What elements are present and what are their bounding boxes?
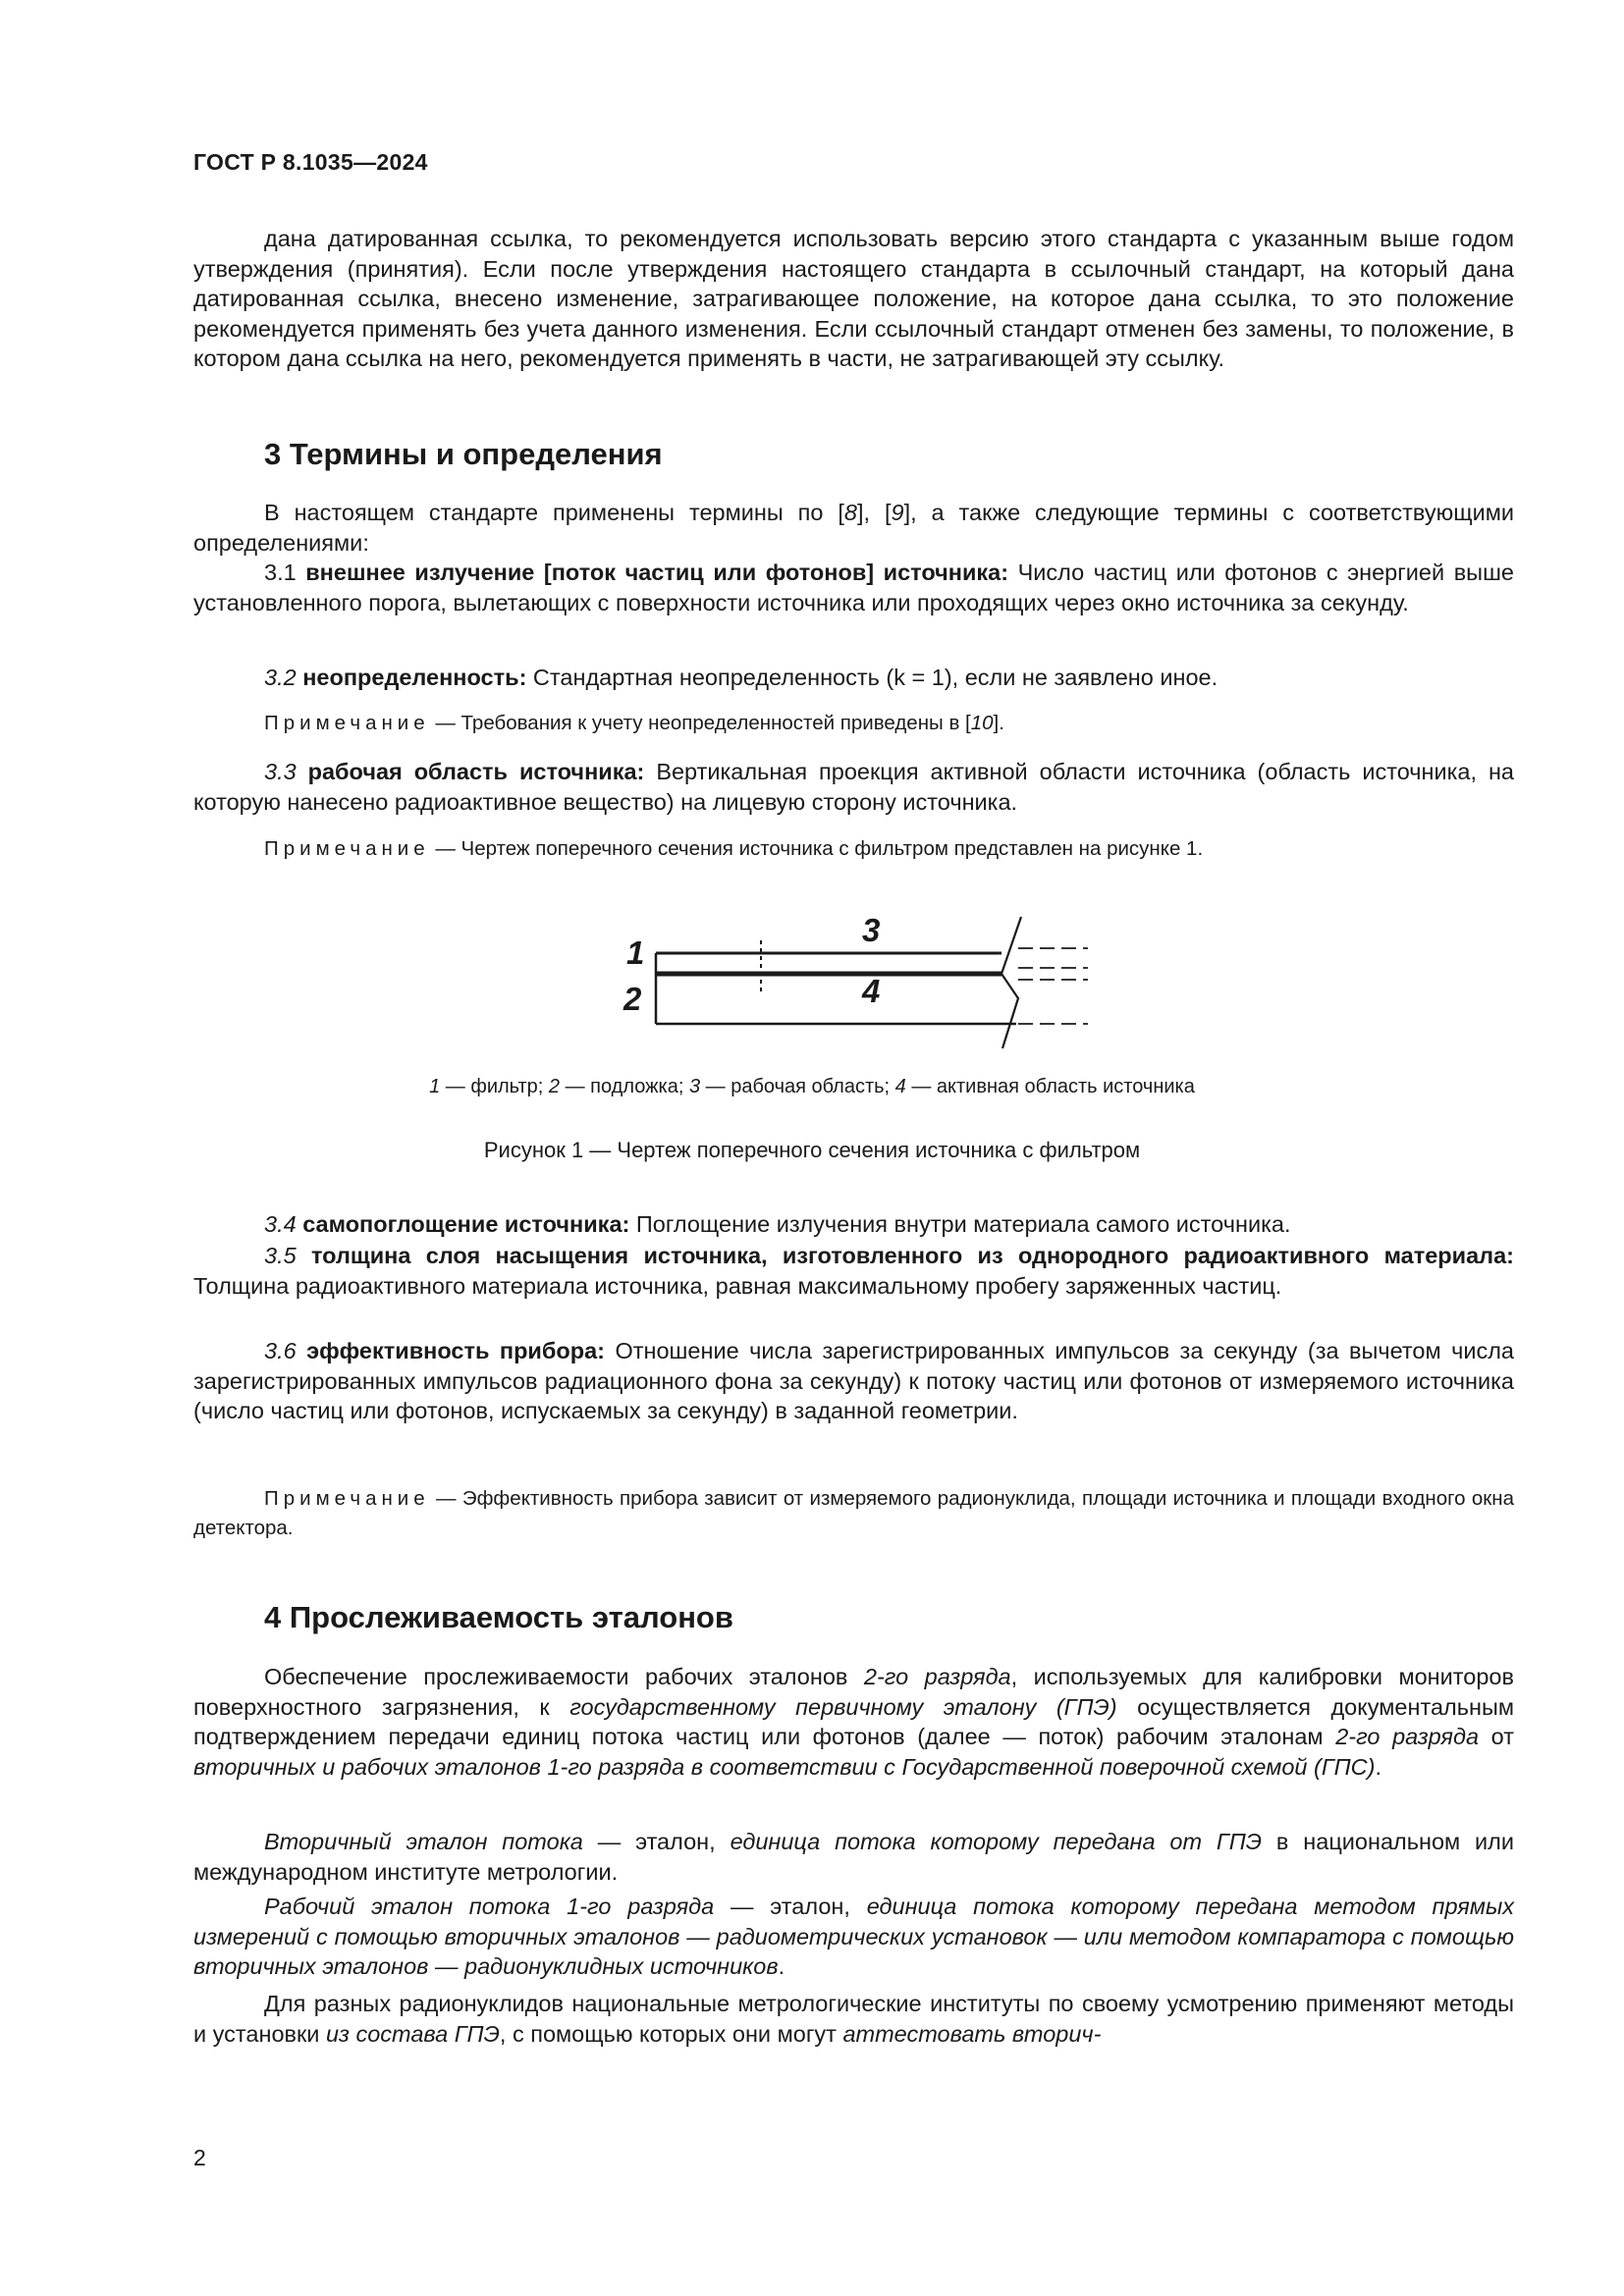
note-label: Примечание xyxy=(264,712,430,734)
cross-section-drawing xyxy=(604,903,1114,1050)
legend-text: — фильтр; xyxy=(440,1076,549,1097)
term-3-3 xyxy=(193,757,1514,817)
text-fragment: ], а также следующие термины с соответствующими определениями: xyxy=(193,500,1514,556)
note-text: ]. xyxy=(993,712,1004,734)
term-name: самопоглощение источника: xyxy=(296,1211,630,1237)
emphasis: государственному первичному эталону (ГПЭ) xyxy=(569,1693,1117,1720)
term-3-4 xyxy=(193,1209,1514,1240)
term-name: толщина слоя насыщения источника, изготовленного из однородного радиоактивного материала: xyxy=(296,1243,1514,1268)
legend-number: 3 xyxy=(688,1076,701,1097)
section-3-intro xyxy=(193,498,1514,558)
section-4-paragraph-3 xyxy=(193,1892,1514,1982)
legend-text: — подложка; xyxy=(560,1076,689,1097)
break-line xyxy=(1001,917,1021,1048)
term-name: эффективность прибора: xyxy=(296,1338,605,1363)
note-text: — Требования к учету неопределенностей приведены в [ xyxy=(429,712,971,734)
text-fragment: Обеспечение прослеживаемости рабочих эталонов xyxy=(264,1664,864,1689)
emphasis: из состава ГПЭ xyxy=(325,2020,500,2047)
section-4-paragraph-2 xyxy=(193,1827,1514,1887)
term-number: 3.5 xyxy=(264,1243,297,1268)
term-definition: Вертикальная проекция активной области источника (область источника, на которую нанесено радиоактивное вещество) на лицевую сторону источника. xyxy=(193,759,1514,815)
term-number: 3.1 xyxy=(264,560,306,585)
figure-1-cross-section xyxy=(604,903,1114,1055)
legend-text: — рабочая область; xyxy=(700,1076,895,1097)
intro-paragraph: дана датированная ссылка, то рекомендуется использовать версию этого стандарта с указанным выше годом утверждения (принятия). Если после утверждения настоящего стандарта в ссылочный стандарт, на который дана датированная ссылка, внесено изменение, затрагивающее положение, на которое дана ссылка, то это положение рекомендуется применять без учета данного изменения. Если ссылочный стандарт отменен без замены, то положение, в котором дана ссылка на него, рекомендуется применять в части, не затрагивающей эту ссылку. xyxy=(193,226,1514,371)
term-3-2 xyxy=(193,663,1514,693)
note-label: Примечание xyxy=(264,837,430,860)
section-4-paragraph-1 xyxy=(193,1662,1514,1782)
emphasis: Рабочий эталон потока 1-го разряда xyxy=(264,1894,715,1919)
term-number: 3.2 xyxy=(264,665,297,690)
document-header: ГОСТ Р 8.1035—2024 xyxy=(193,149,428,175)
term-3-6 xyxy=(193,1336,1514,1426)
term-number: 3.4 xyxy=(264,1211,297,1237)
section-4-paragraph-4 xyxy=(193,1989,1514,2049)
term-name: рабочая область источника: xyxy=(296,759,645,784)
text-fragment: , с помощью которых они могут xyxy=(499,2020,843,2047)
text-fragment: в национальном или международном институте метрологии. xyxy=(193,1829,1515,1885)
figure-label-3: 3 xyxy=(862,912,881,948)
reference: 9 xyxy=(891,500,904,525)
emphasis: 2-го разряда xyxy=(1335,1724,1480,1749)
term-definition: Толщина радиоактивного материала источника, равная максимальному пробегу заряженных частиц. xyxy=(193,1272,1282,1299)
emphasis: единица потока которому передана от ГПЭ xyxy=(730,1829,1263,1854)
text-fragment: ], [ xyxy=(856,500,892,525)
reference: 10 xyxy=(970,712,994,734)
figure-label-4: 4 xyxy=(862,973,881,1009)
figure-label-2: 2 xyxy=(623,981,642,1017)
term-name: неопределенность: xyxy=(296,665,527,690)
text-fragment: от xyxy=(1479,1724,1514,1749)
section-4-heading: 4 Прослеживаемость эталонов xyxy=(264,1600,733,1634)
text-fragment: осуществляется документальным подтверждением передачи единиц потока частиц или фотонов (далее — поток) рабочим эталонам xyxy=(193,1693,1515,1749)
text-fragment: Для разных радионуклидов национальные метрологические институты по своему усмотрению применяют методы и установки xyxy=(193,1991,1514,2047)
note-text: — Эффективность прибора зависит от измеряемого радионуклида, площади источника и площади входного окна детектора. xyxy=(193,1487,1514,1539)
text-fragment: — эталон, xyxy=(714,1894,867,1919)
text-fragment: — эталон, xyxy=(582,1829,731,1854)
emphasis: вторичных и рабочих эталонов 1-го разряда в соответствии с Государственной поверочной схемой (ГПС) xyxy=(193,1753,1376,1780)
term-definition: Число частиц или фотонов с энергией выше установленного порога, вылетающих с поверхности источника или проходящих через окно источника за секунду. xyxy=(193,560,1514,615)
legend-number: 4 xyxy=(894,1076,906,1097)
figure-legend xyxy=(0,1076,1624,1098)
page-number: 2 xyxy=(193,2145,206,2170)
figure-caption: Рисунок 1 — Чертеж поперечного сечения источника с фильтром xyxy=(483,1138,1141,1162)
note-3-6 xyxy=(193,1484,1514,1543)
emphasis: единица потока которому передана методом прямых измерений с помощью вторичных эталонов — радиометрических установок — или методом компаратора с помощью вторичных эталонов — радионуклидных источников xyxy=(193,1894,1515,1979)
text-fragment: В настоящем стандарте применены термины по [ xyxy=(264,500,844,525)
term-definition: Отношение числа зарегистрированных импульсов за секунду (за вычетом числа зарегистрированных импульсов радиационного фона за секунду) к потоку частиц или фотонов от измеряемого источника (число частиц или фотонов, испускаемых за секунду) в заданной геометрии. xyxy=(193,1338,1514,1423)
emphasis: Вторичный эталон потока xyxy=(264,1829,583,1854)
note-label: Примечание xyxy=(264,1487,430,1510)
term-definition: Стандартная неопределенность (k = 1), если не заявлено иное. xyxy=(526,665,1218,690)
term-name: внешнее излучение [поток частиц или фотонов] источника: xyxy=(305,560,1009,585)
reference: 8 xyxy=(843,500,857,525)
legend-number: 1 xyxy=(429,1076,441,1097)
note-text: — Чертеж поперечного сечения источника с фильтром представлен на рисунке 1. xyxy=(429,837,1204,860)
term-definition: Поглощение излучения внутри материала самого источника. xyxy=(629,1211,1291,1237)
section-3-heading: 3 Термины и определения xyxy=(264,437,663,471)
note-3-3 xyxy=(193,834,1514,864)
legend-number: 2 xyxy=(548,1076,561,1097)
term-number: 3.6 xyxy=(264,1338,297,1363)
legend-text: — активная область источника xyxy=(905,1076,1195,1097)
term-number: 3.3 xyxy=(264,759,297,784)
term-3-1 xyxy=(193,558,1514,617)
text-fragment: . xyxy=(1375,1753,1381,1780)
emphasis: 2-го разряда xyxy=(863,1664,1011,1689)
term-3-5 xyxy=(193,1241,1514,1301)
emphasis: аттестовать вторич- xyxy=(842,2020,1102,2047)
text-fragment: , используемых для калибровки мониторов поверхностного загрязнения, к xyxy=(193,1664,1514,1720)
figure-label-1: 1 xyxy=(626,934,645,971)
note-3-2 xyxy=(193,709,1514,738)
text-fragment: . xyxy=(778,1953,785,1979)
